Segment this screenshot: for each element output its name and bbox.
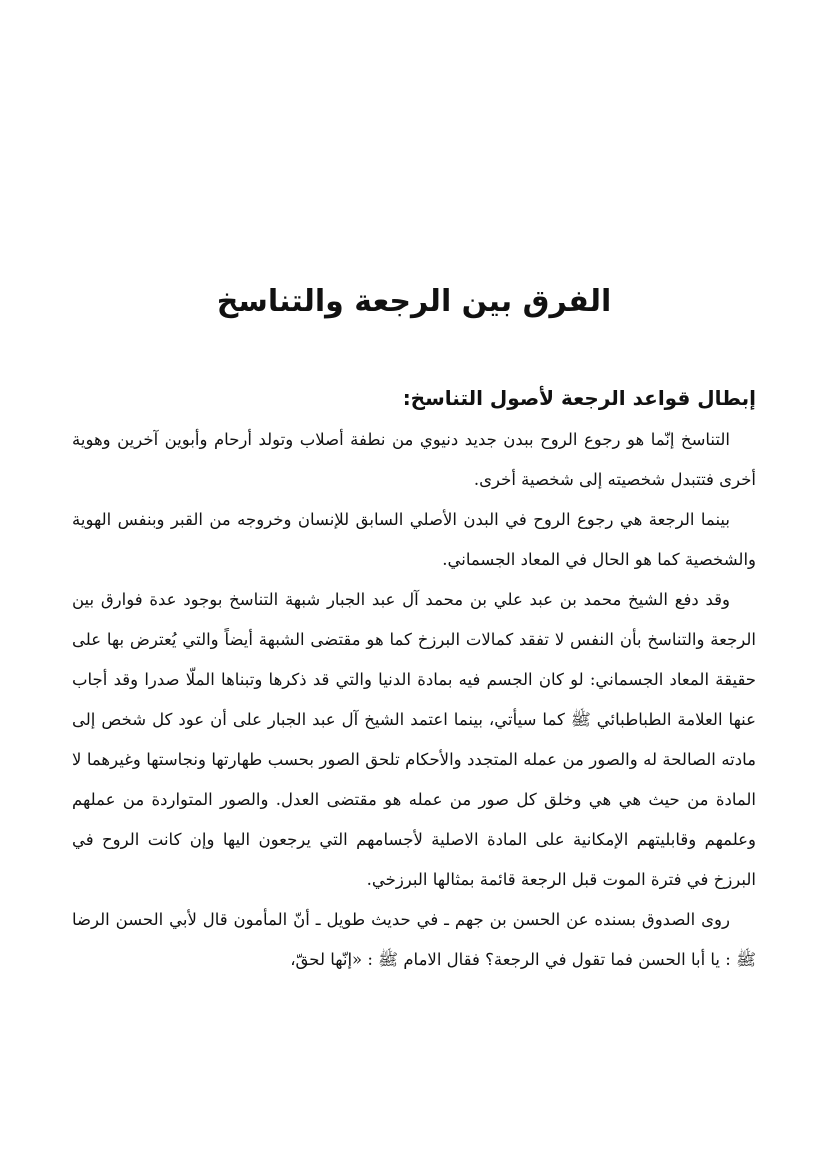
- paragraph: وقد دفع الشيخ محمد بن عبد علي بن محمد آل عبد الجبار شبهة التناسخ بوجود عدة فوارق بين الرجعة والتناسخ بأن النفس لا تفقد كمالات البرزخ كما هو مقتضى الشبهة أيضاً والتي يُعترض بها على حقيقة المعاد الجسماني: لو كان الجسم فيه بمادة الدنيا والتي قد ذكرها وتبناها الملّا صدرا وقد أجاب عنها العلامة الطباطبائي ﷺ كما سيأتي، بينما اعتمد الشيخ آل عبد الجبار على أن عود كل شخص إلى مادته الصالحة له والصور من عمله المتجدد والأحكام تلحق الصور بحسب طهارتها ونجاستها وغيرهما لا المادة من حيث هي هي وخلق كل صور من عمله هو مقتضى العدل. والصور المتواردة من عملهم وعلمهم وقابليتهم الإمكانية على المادة الاصلية لأجسامهم التي يرجعون اليها وإن كانت الروح في البرزخ في فترة الموت قبل الرجعة قائمة بمثالها البرزخي.: [72, 590, 756, 889]
- paragraph: بينما الرجعة هي رجوع الروح في البدن الأصلي السابق للإنسان وخروجه من القبر وبنفس الهوية والشخصية كما هو الحال في المعاد الجسماني.: [72, 510, 756, 569]
- paragraph: روى الصدوق بسنده عن الحسن بن جهم ـ في حديث طويل ـ أنّ المأمون قال لأبي الحسن الرضا ﷺ : يا أبا الحسن فما تقول في الرجعة؟ فقال الامام ﷺ : «إنّها لحقّ،: [72, 910, 756, 969]
- paragraph: التناسخ إنّما هو رجوع الروح ببدن جديد دنيوي من نطفة أصلاب وتولد أرحام وأبوين آخرين وهوية أخرى فتتبدل شخصيته إلى شخصية أخرى.: [72, 430, 756, 489]
- section-heading: إبطال قواعد الرجعة لأصول التناسخ:: [402, 386, 756, 410]
- page-body: [72, 376, 756, 980]
- chapter-title: الفرق بين الرجعة والتناسخ: [216, 284, 612, 319]
